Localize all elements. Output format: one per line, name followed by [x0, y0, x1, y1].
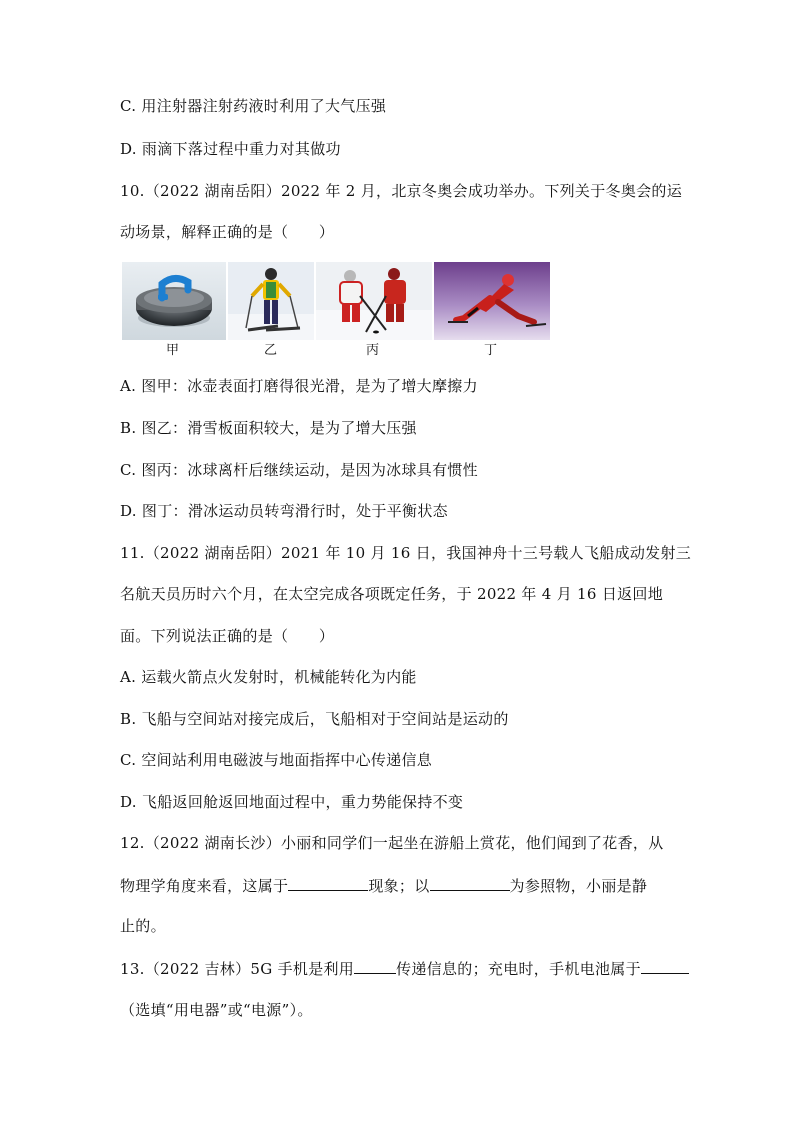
option-c-q10: C. 图丙：冰球离杆后继续运动，是因为冰球具有惯性 — [120, 461, 478, 479]
option-b-q10: B. 图乙：滑雪板面积较大，是为了增大压强 — [120, 419, 417, 437]
ice-hockey-photo — [316, 262, 432, 340]
question-10-line-1: 10.（2022 湖南岳阳）2022 年 2 月，北京冬奥会成功举办。下列关于冬奥会的运 — [120, 182, 683, 200]
caption-ding: 丁 — [484, 343, 498, 358]
option-a-q10: A. 图甲：冰壶表面打磨得很光滑，是为了增大摩擦力 — [120, 377, 478, 395]
q12-text-b: 现象；以 — [368, 877, 430, 895]
question-12-line-2 — [120, 875, 647, 896]
question-11-line-2: 名航天员历时六个月，在太空完成各项既定任务，于 2022 年 4 月 16 日返回地 — [120, 585, 664, 603]
question-12-line-3: 止的。 — [120, 917, 166, 935]
question-13-line-1 — [120, 958, 689, 979]
caption-bing: 丙 — [366, 343, 380, 358]
curling-stone-photo — [122, 262, 226, 340]
question-10-line-2: 动场景，解释正确的是（ ） — [120, 223, 335, 241]
q12-text-c: 为参照物，小丽是静 — [509, 877, 648, 895]
option-b-q11: B. 飞船与空间站对接完成后，飞船相对于空间站是运动的 — [120, 710, 509, 728]
question-11-line-1: 11.（2022 湖南岳阳）2021 年 10 月 16 日，我国神舟十三号载人飞船成动发射三 — [120, 544, 692, 562]
question-11-line-3: 面。下列说法正确的是（ ） — [120, 627, 335, 645]
option-d-q11: D. 飞船返回舱返回地面过程中，重力势能保持不变 — [120, 793, 464, 811]
q13-text-a: 13.（2022 吉林）5G 手机是利用 — [120, 960, 355, 978]
q13-blank-2[interactable] — [641, 958, 689, 974]
question-12-line-1: 12.（2022 湖南长沙）小丽和同学们一起坐在游船上赏花，他们闻到了花香，从 — [120, 834, 664, 852]
option-d-q9: D. 雨滴下落过程中重力对其做功 — [120, 140, 341, 158]
caption-yi: 乙 — [264, 343, 278, 358]
caption-jia: 甲 — [166, 343, 180, 358]
q12-text-a: 物理学角度来看，这属于 — [120, 877, 289, 895]
q13-blank-1[interactable] — [354, 958, 396, 974]
option-d-q10: D. 图丁：滑冰运动员转弯滑行时，处于平衡状态 — [120, 502, 448, 520]
q13-text-b: 传递信息的；充电时，手机电池属于 — [396, 960, 641, 978]
speed-skater-photo — [434, 262, 550, 340]
option-c-q11: C. 空间站利用电磁波与地面指挥中心传递信息 — [120, 751, 433, 769]
skier-photo — [228, 262, 314, 340]
q12-blank-2[interactable] — [430, 875, 510, 891]
q12-blank-1[interactable] — [288, 875, 368, 891]
option-c-q9: C. 用注射器注射药液时利用了大气压强 — [120, 97, 387, 115]
question-13-line-2: （选填“用电器”或“电源”）。 — [120, 1001, 313, 1019]
option-a-q11: A. 运载火箭点火发射时，机械能转化为内能 — [120, 668, 417, 686]
